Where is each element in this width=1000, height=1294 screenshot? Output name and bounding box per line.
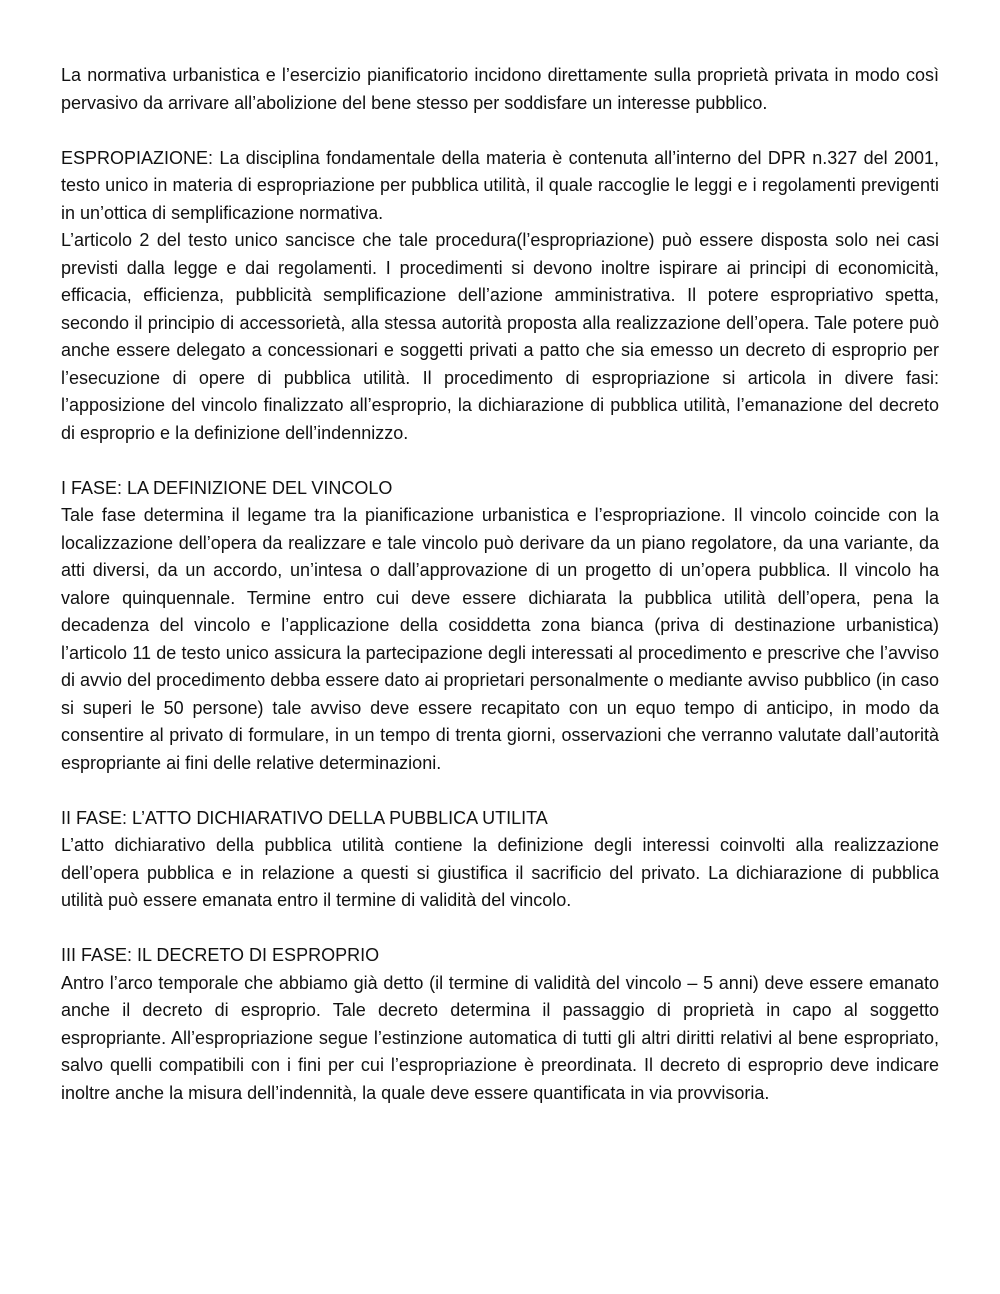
paragraph-spacer (61, 777, 939, 805)
fase-1-heading: I FASE: LA DEFINIZIONE DEL VINCOLO (61, 477, 393, 498)
document-page (61, 62, 939, 1107)
fase-1-paragraph: Tale fase determina il legame tra la pianificazione urbanistica e l’espropriazione. Il vincolo coincide con la localizzazione dell’opera da realizzare e tale vincolo può derivare da un piano regolatore, da una variante, da atti diversi, da un accordo, un’intesa o dall’approvazione di un progetto di un’opera pubblica. Il vincolo ha valore quinquennale. Termine entro cui deve essere dichiarata la pubblica utilità dell’opera, pena la decadenza del vincolo e l’applicazione della cosiddetta zona bianca (priva di destinazione urbanistica) l’articolo 11 de testo unico assicura la partecipazione degli interessati al procedimento e prescrive che l’avviso di avvio del procedimento debba essere dato ai proprietari personalmente o mediante avviso pubblico (in caso si superi le 50 persone) tale avviso deve essere recapitato con un equo tempo di anticipo, in modo da consentire al privato di formulare, in un tempo di trenta giorni, osservazioni che verranno valutate dall’autorità espropriante ai fini delle relative determinazioni. (61, 505, 939, 773)
articolo-2-paragraph: L’articolo 2 del testo unico sancisce che tale procedura(l’espropriazione) può essere disposta solo nei casi previsti dalla legge e dai regolamenti. I procedimenti si devono inoltre ispirare ai principi di economicità, efficacia, efficienza, pubblicità semplificazione dell’azione amministrativa. Il potere espropriativo spetta, secondo il principio di accessorietà, alla stessa autorità proposta alla realizzazione dell’opera. Tale potere può anche essere delegato a concessionari e soggetti privati a patto che sia emesso un decreto di esproprio per l’esecuzione di opere di pubblica utilità. Il procedimento di espropriazione si articola in divere fasi: l’apposizione del vincolo finalizzato all’esproprio, la dichiarazione di pubblica utilità, l’emanazione del decreto di esproprio e la definizione dell’indennizzo. (61, 230, 939, 443)
fase-3-heading: III FASE: IL DECRETO DI ESPROPRIO (61, 945, 380, 965)
fase-2-heading: II FASE: L’ATTO DICHIARATIVO DELLA PUBBLICA UTILITA (61, 807, 548, 828)
fase-2-paragraph: L’atto dichiarativo della pubblica utilità contiene la definizione degli interessi coinvolti alla realizzazione dell’opera pubblica e in relazione a questi si giustifica il sacrificio del privato. La dichiarazione di pubblica utilità può essere emanata entro il termine di validità del vincolo. (61, 835, 939, 910)
paragraph-spacer (61, 447, 939, 475)
intro-paragraph: La normativa urbanistica e l’esercizio pianificatorio incidono direttamente sulla proprietà privata in modo così pervasivo da arrivare all’abolizione del bene stesso per soddisfare un interesse pubblico. (61, 65, 939, 113)
paragraph-spacer (61, 117, 939, 145)
fase-3-paragraph: Antro l’arco temporale che abbiamo già detto (il termine di validità del vincolo – 5 anni) deve essere emanato anche il decreto di esproprio. Tale decreto determina il passaggio di proprietà in capo al soggetto espropriante. All’espropriazione segue l’estinzione automatica di tutti gli altri diritti relativi al bene espropriato, salvo quelli compatibili con i fini per cui l’espropriazione è preordinata. Il decreto di esproprio deve indicare inoltre anche la misura dell’indennità, la quale deve essere quantificata in via provvisoria. (61, 972, 939, 1103)
paragraph-spacer (61, 915, 939, 943)
espropiazione-paragraph: ESPROPIAZIONE: La disciplina fondamentale della materia è contenuta all’interno del DPR n.327 del 2001, testo unico in materia di espropriazione per pubblica utilità, il quale raccoglie le leggi e i regolamenti previgenti in un’ottica di semplificazione normativa. (61, 147, 939, 223)
